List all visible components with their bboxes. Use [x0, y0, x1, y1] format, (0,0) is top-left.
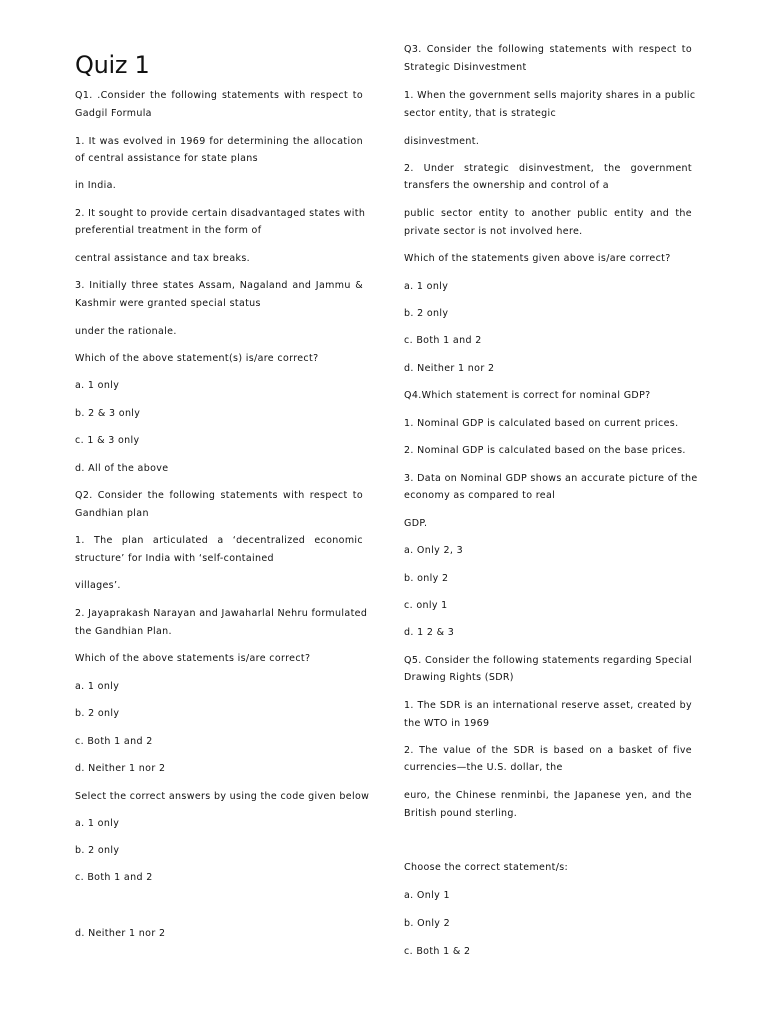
text-line: sector entity, that is strategic — [404, 108, 557, 119]
text-line: Select the correct answers by using the code given below — [75, 791, 370, 802]
text-line: Gandhian plan — [75, 508, 149, 519]
text-line: 2. Nominal GDP is calculated based on the base prices. — [404, 445, 686, 456]
text-line: b. 2 only — [75, 845, 120, 856]
text-line: a. Only 1 — [404, 890, 450, 901]
text-line: d. Neither 1 nor 2 — [404, 363, 495, 374]
text-line: 1. When the government sells majority shares in a public — [404, 90, 696, 101]
text-line: d. Neither 1 nor 2 — [75, 763, 166, 774]
text-line: 1. It was evolved in 1969 for determining the allocation — [75, 136, 363, 147]
text-line: Q5. Consider the following statements regarding Special — [404, 655, 692, 666]
text-line: Q3. Consider the following statements with respect to — [404, 44, 692, 55]
text-line: a. 1 only — [75, 818, 120, 829]
text-line: the Gandhian Plan. — [75, 626, 172, 637]
text-line: c. Both 1 and 2 — [75, 736, 153, 747]
text-line: of central assistance for state plans — [75, 153, 258, 164]
text-line: Q2. Consider the following statements with respect to — [75, 490, 363, 501]
text-line: d. 1 2 & 3 — [404, 627, 455, 638]
text-line: b. Only 2 — [404, 918, 451, 929]
text-line: transfers the ownership and control of a — [404, 180, 609, 191]
text-line: d. Neither 1 nor 2 — [75, 928, 166, 939]
text-line: Which of the above statement(s) is/are correct? — [75, 353, 319, 364]
text-line: public sector entity to another public entity and the — [404, 208, 692, 219]
text-line: 2. Jayaprakash Narayan and Jawaharlal Nehru formulated — [75, 608, 368, 619]
text-line: 1. The SDR is an international reserve asset, created by — [404, 700, 692, 711]
text-line: Choose the correct statement/s: — [404, 862, 569, 873]
text-line: currencies—the U.S. dollar, the — [404, 762, 563, 773]
text-line: villages’. — [75, 580, 121, 591]
text-line: GDP. — [404, 518, 428, 529]
text-line: Gadgil Formula — [75, 108, 152, 119]
text-line: 3. Data on Nominal GDP shows an accurate picture of the — [404, 473, 698, 484]
text-line: c. only 1 — [404, 600, 448, 611]
text-line: b. only 2 — [404, 573, 449, 584]
text-line: b. 2 only — [75, 708, 120, 719]
text-line: Q1. .Consider the following statements with respect to — [75, 90, 363, 101]
text-line: 3. Initially three states Assam, Nagaland and Jammu & — [75, 280, 363, 291]
text-line: a. Only 2, 3 — [404, 545, 463, 556]
text-line: a. 1 only — [75, 380, 120, 391]
text-line: c. Both 1 and 2 — [404, 335, 482, 346]
text-line: 1. Nominal GDP is calculated based on current prices. — [404, 418, 679, 429]
text-line: Drawing Rights (SDR) — [404, 672, 514, 683]
text-line: private sector is not involved here. — [404, 226, 583, 237]
text-line: c. Both 1 & 2 — [404, 946, 471, 957]
text-line: under the rationale. — [75, 326, 177, 337]
text-line: b. 2 only — [404, 308, 449, 319]
text-line: structure’ for India with ‘self-contained — [75, 553, 274, 564]
text-line: 2. Under strategic disinvestment, the government — [404, 163, 692, 174]
text-line: economy as compared to real — [404, 490, 556, 501]
text-line: a. 1 only — [404, 281, 449, 292]
text-line: Kashmir were granted special status — [75, 298, 261, 309]
text-line: 2. The value of the SDR is based on a basket of five — [404, 745, 692, 756]
text-line: disinvestment. — [404, 136, 480, 147]
text-line: in India. — [75, 180, 117, 191]
text-line: Which of the above statements is/are correct? — [75, 653, 311, 664]
text-line: d. All of the above — [75, 463, 169, 474]
text-line: a. 1 only — [75, 681, 120, 692]
text-line: b. 2 & 3 only — [75, 408, 141, 419]
text-line: 1. The plan articulated a ‘decentralized economic — [75, 535, 363, 546]
text-line: Which of the statements given above is/are correct? — [404, 253, 671, 264]
text-line: Q4.Which statement is correct for nominal GDP? — [404, 390, 651, 401]
text-line: c. Both 1 and 2 — [75, 872, 153, 883]
text-line: preferential treatment in the form of — [75, 225, 262, 236]
text-line: c. 1 & 3 only — [75, 435, 140, 446]
text-line: central assistance and tax breaks. — [75, 253, 251, 264]
text-line: euro, the Chinese renminbi, the Japanese yen, and the — [404, 790, 692, 801]
text-line: British pound sterling. — [404, 808, 518, 819]
text-line: the WTO in 1969 — [404, 718, 490, 729]
text-line: 2. It sought to provide certain disadvantaged states with — [75, 208, 366, 219]
page-title: Quiz 1 — [75, 51, 150, 79]
text-line: Strategic Disinvestment — [404, 62, 527, 73]
